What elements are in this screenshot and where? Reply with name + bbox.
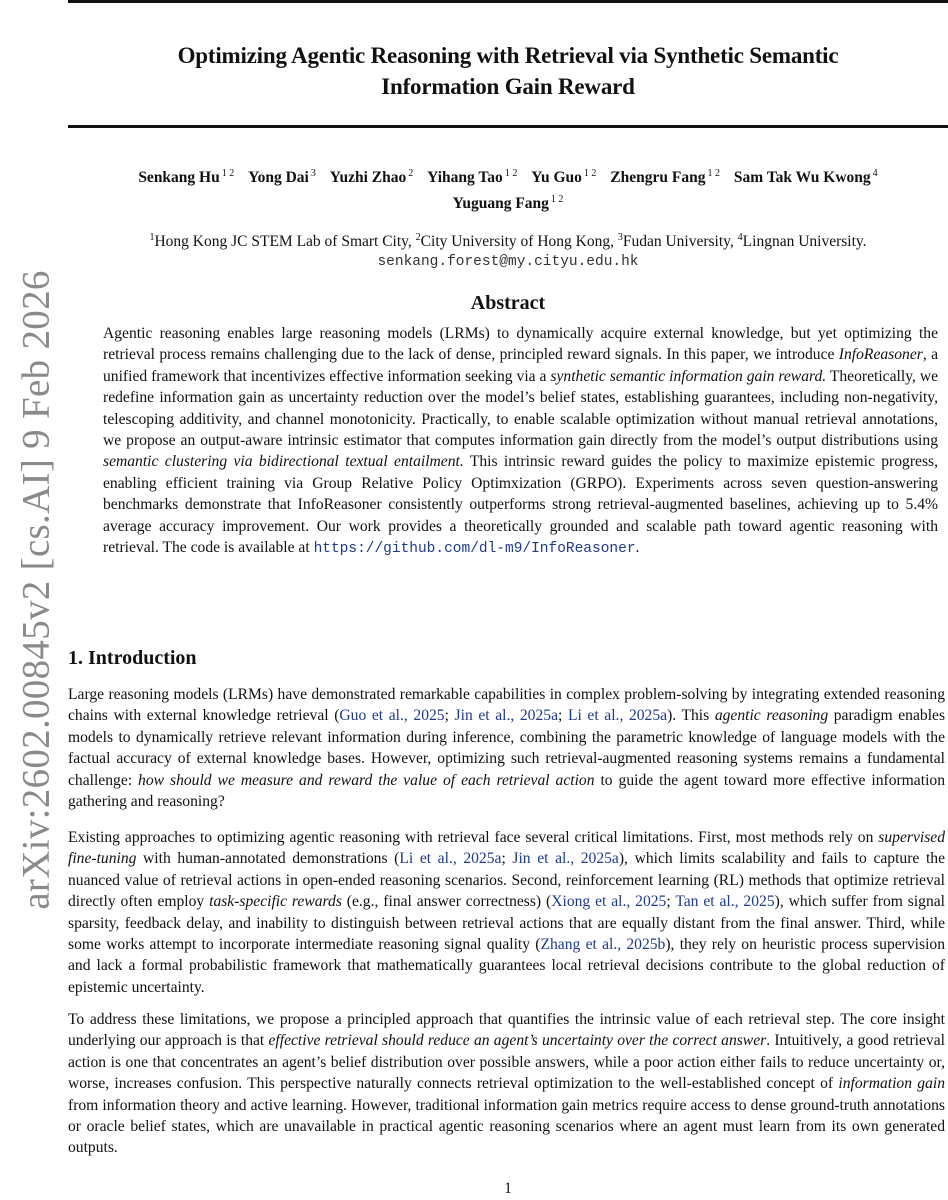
citation-link[interactable]: Tan et al., 2025 [675, 893, 775, 911]
intro-paragraph-3: To address these limitations, we propose a principled approach that quantifies the intrinsic value of each retrieval step. The core insight underlying our approach is that effective retrieval should reduce an agent’s uncertainty over the correct answer. Intuitively, a good retrieval action is one that concentrates an agent’s belief distribution over possible answers, while a poor action either fails to reduce uncertainty or, worse, increases confusion. This perspective naturally connects retrieval optimization to the well-established concept of information gain from information theory and active learning. However, traditional information gain metrics require access to dense ground-truth annotations or oracle belief states, which are unavailable in practical agentic reasoning scenarios where an agent must learn from its own generated outputs. [68, 1011, 945, 1157]
author-list [68, 163, 948, 215]
author: Senkang Hu $^{1 2}$ [138, 168, 235, 187]
title-rule-top [68, 0, 948, 3]
author: Yihang Tao $^{1 2}$ [427, 168, 518, 187]
page-number: 1 [504, 1180, 512, 1197]
citation-link[interactable]: Xiong et al., 2025 [551, 893, 667, 911]
abstract-body: Agentic reasoning enables large reasoning models (LRMs) to dynamically acquire external knowledge, but yet optimizing the retrieval process remains challenging due to the lack of dense, principled reward signals. In this paper, we introduce InfoReasoner, a unified framework that incentivizes effective information seeking via a synthetic semantic information gain reward. Theoretically, we redefine information gain as uncertainty reduction over the model’s belief states, establishing guarantees, including non-negativity, telescoping additivity, and channel monotonicity. Practically, to enable scalable optimization without manual retrieval annotations, we propose an output-aware intrinsic estimator that computes information gain directly from the model’s output distributions using semantic clustering via bidirectional textual entailment. This intrinsic reward guides the policy to maximize epistemic progress, enabling efficient training via Group Relative Policy Optimxization (GRPO). Experiments across seven question-answering benchmarks demonstrate that InfoReasoner consistently outperforms strong retrieval-augmented baselines, achieving up to 5.4% average accuracy improvement. Our work provides a theoretically grounded and scalable path toward agentic reasoning with retrieval. The code is available at https://github.com/dl-m9/InfoReasoner. [103, 325, 939, 558]
citation-link[interactable]: Jin et al., 2025a [512, 850, 619, 868]
intro-paragraph-2: Existing approaches to optimizing agentic reasoning with retrieval face several critical limitations. First, most methods rely on supervised fine-tuning with human-annotated demonstrations (Li et al., 2025a; Jin et al., 2025a), which limits scalability and fails to capture the nuanced value of retrieval actions in open-ended reasoning scenarios. Second, reinforcement learning (RL) methods that optimize retrieval directly often employ task-specific rewards (e.g., final answer correctness) (Xiong et al., 2025; Tan et al., 2025), which suffer from signal sparsity, feedback delay, and inability to distinguish between retrieval actions that are equally distant from the final answer. Third, while some works attempt to incorporate intermediate reasoning signal quality (Zhang et al., 2025b), they rely on heuristic process supervision and lack a formal probabilistic framework that mathematically guarantees local retrieval decisions contribute to the global reduction of epistemic uncertainty. [68, 829, 946, 996]
author: Yuguang Fang $^{1 2}$ [452, 194, 564, 213]
section-heading-introduction: 1. Introduction [68, 647, 197, 669]
affiliations [68, 228, 948, 272]
title-line-2: Information Gain Reward [381, 74, 635, 99]
author: Sam Tak Wu Kwong $^4$ [733, 168, 878, 187]
author: Yuzhi Zhao $^2$ [329, 168, 414, 187]
title-rule-bottom [68, 125, 948, 128]
citation-link[interactable]: Li et al., 2025a [567, 707, 668, 725]
citation-link[interactable]: Zhang et al., 2025b [540, 936, 666, 954]
code-repository-link[interactable]: https://github.com/dl-m9/InfoReasoner [313, 541, 636, 558]
title-line-1: Optimizing Agentic Reasoning with Retrieval via Synthetic Semantic [177, 43, 839, 68]
author: Zhengru Fang $^{1 2}$ [610, 168, 720, 187]
citation-link[interactable]: Guo et al., 2025 [339, 707, 445, 725]
affiliation: $^1$Hong Kong JC STEM Lab of Smart City, [149, 232, 412, 251]
citation-link[interactable]: Li et al., 2025a [399, 850, 502, 868]
affiliation: $^2$City University of Hong Kong, [415, 232, 614, 251]
affiliation: $^4$Lingnan University. [737, 232, 867, 251]
affiliation: $^3$Fudan University, [617, 232, 734, 251]
abstract-heading: Abstract [470, 292, 546, 314]
contact-email[interactable]: senkang.forest@my.cityu.edu.hk [377, 254, 639, 271]
citation-link[interactable]: Jin et al., 2025a [454, 707, 558, 725]
intro-paragraph-1: Large reasoning models (LRMs) have demonstrated remarkable capabilities in complex problem-solving by integrating extended reasoning chains with external knowledge retrieval (Guo et al., 2025; Jin et al., 2025a; Li et al., 2025a). This agentic reasoning paradigm enables models to dynamically retrieve relevant information during inference, combining the parametric knowledge of language models with the factual accuracy of external knowledge bases. However, optimizing such retrieval-augmented reasoning systems remains a fundamental challenge: how should we measure and reward the value of each retrieval action to guide the agent toward more effective information gathering and reasoning? [68, 686, 946, 811]
author: Yong Dai $^3$ [248, 168, 316, 187]
paper-title [68, 40, 948, 102]
author: Yu Guo $^{1 2}$ [531, 168, 597, 187]
arxiv-identifier-stamp: arXiv:2602.00845v2 [cs.AI] 9 Feb 2026 [14, 270, 58, 910]
